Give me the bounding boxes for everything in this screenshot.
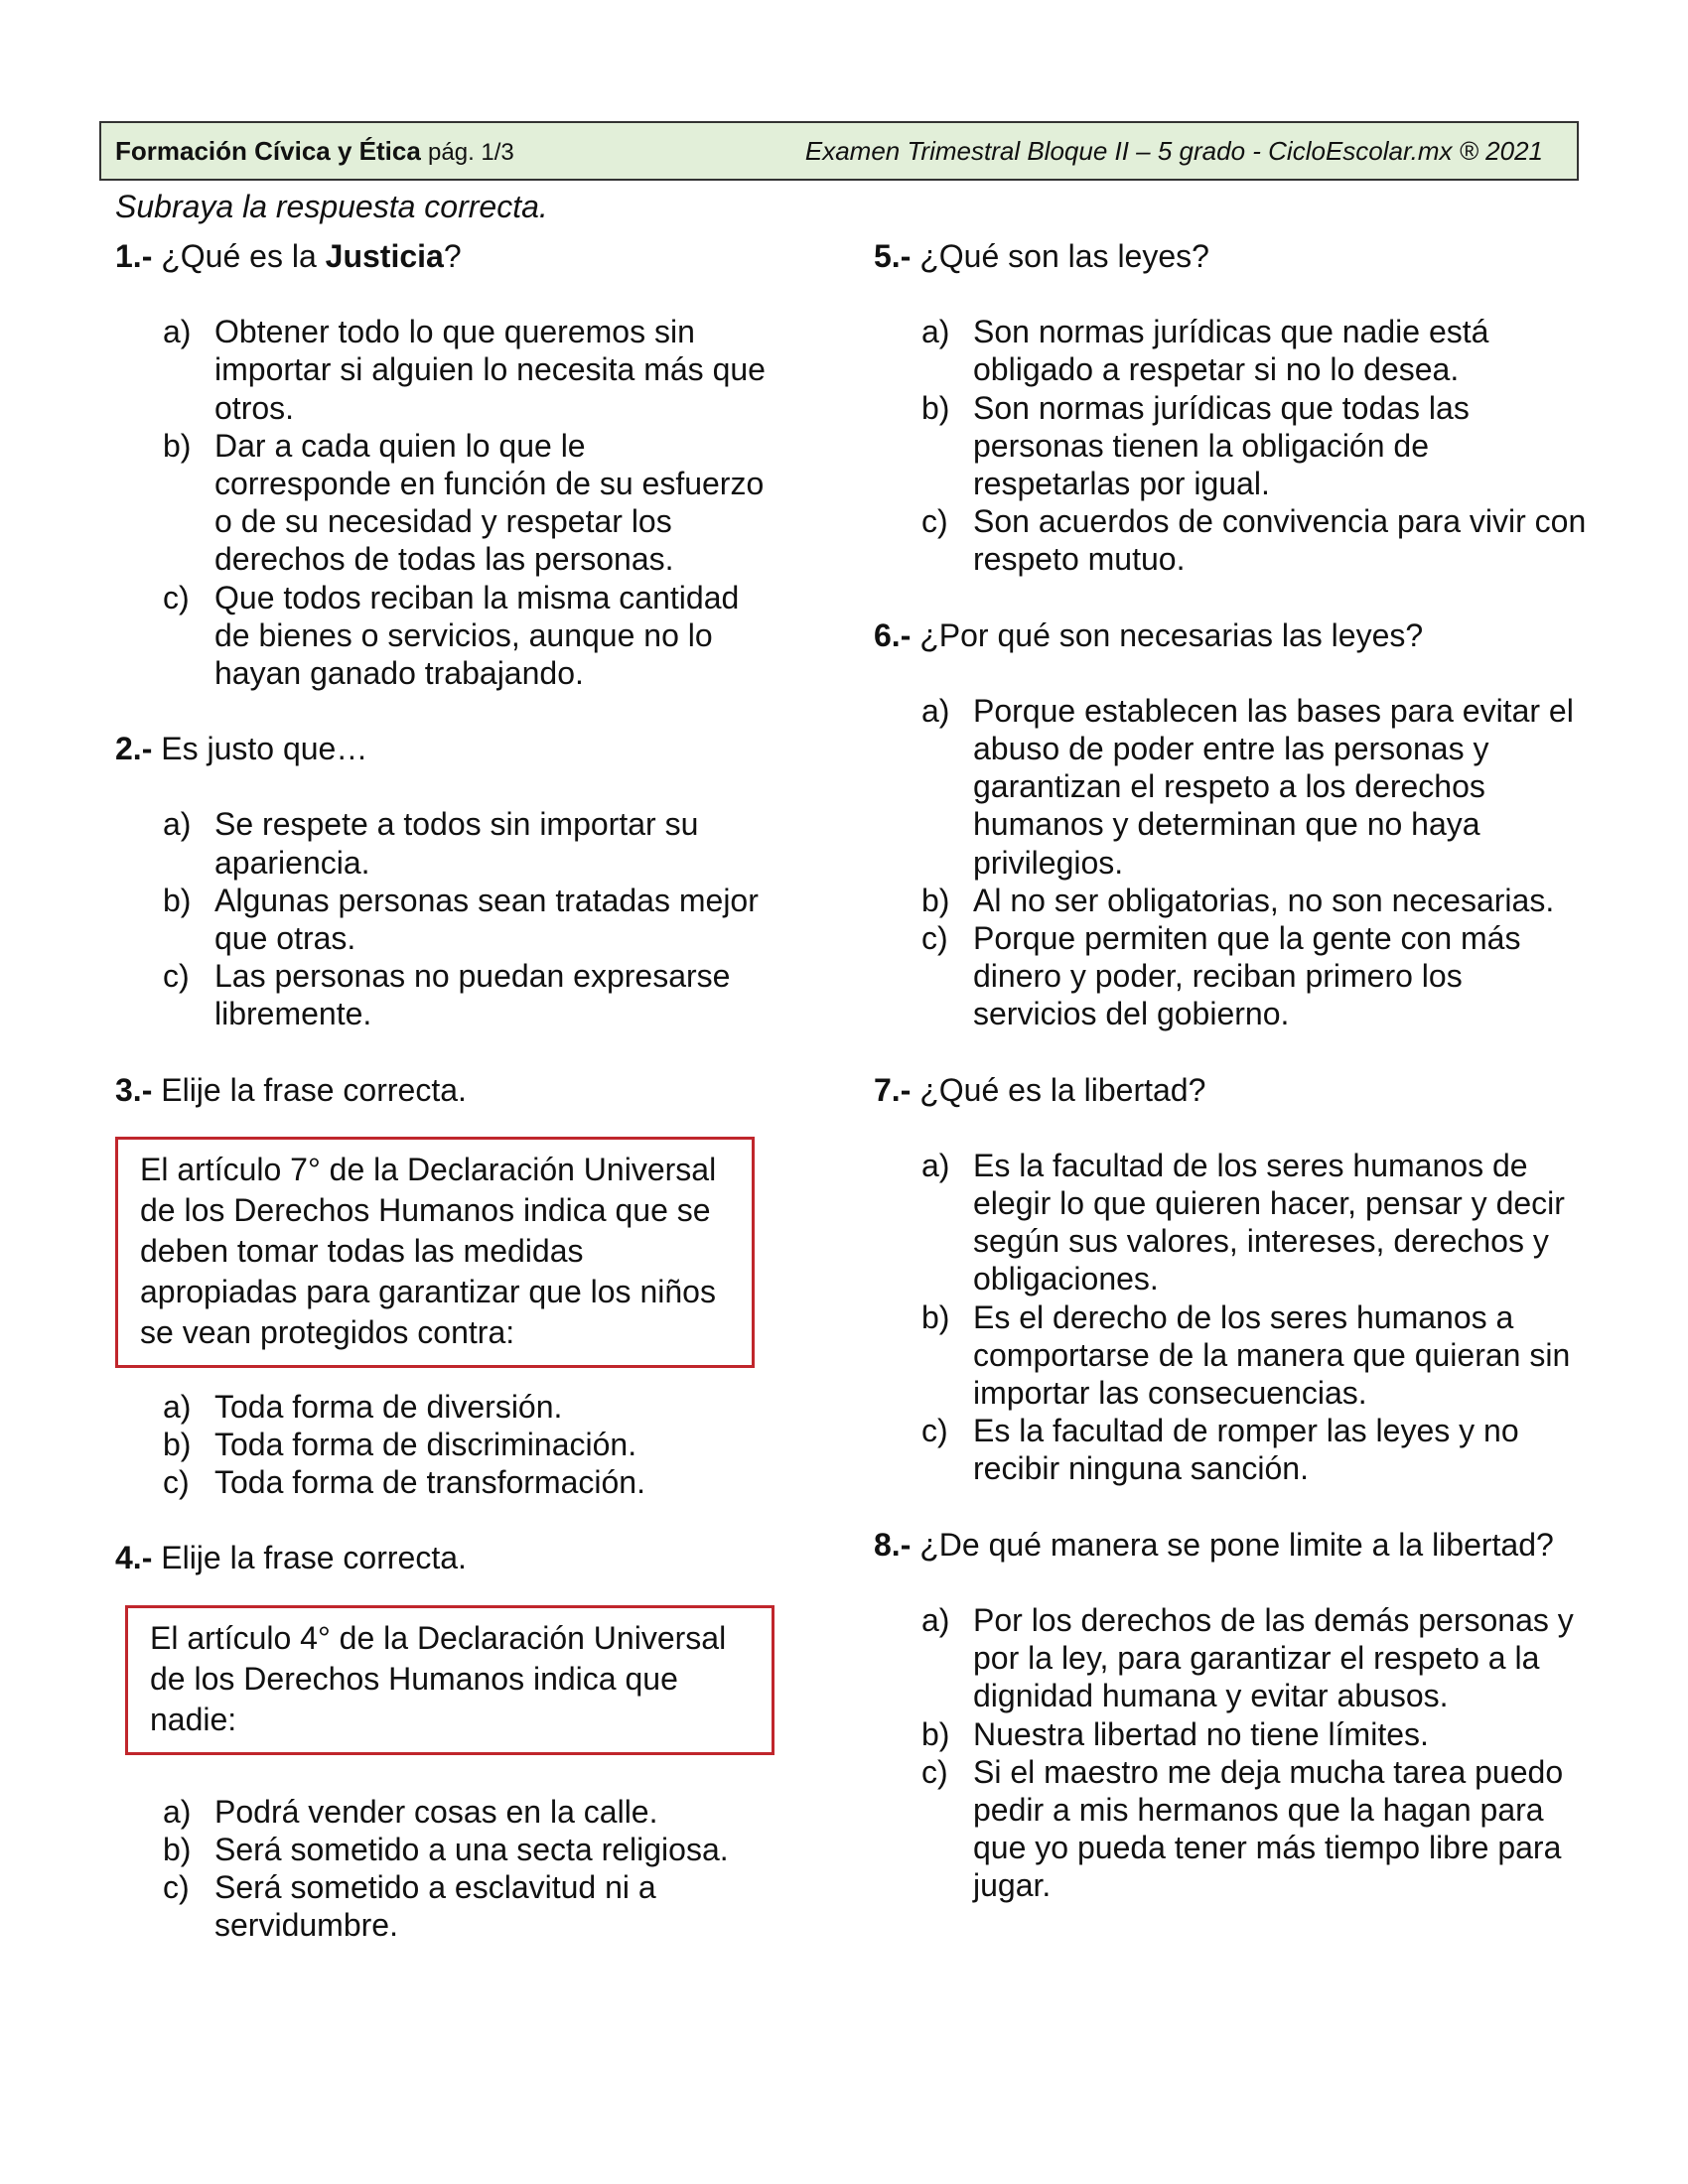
question-number: 1.- [115,238,153,274]
options-list [874,313,1589,578]
option-letter: b) [163,882,192,918]
option-text: Porque permiten que la gente con más dinero y poder, reciban primero los servicios del gobierno. [973,920,1521,1032]
question-number: 3.- [115,1071,153,1108]
option-a[interactable] [874,1601,1589,1715]
option-text: Al no ser obligatorias, no son necesarias. [973,882,1555,918]
question-2 [115,730,771,1032]
instruction: Subraya la respuesta correcta. [115,189,548,224]
question-text: ¿Qué son las leyes? [919,238,1209,274]
option-c[interactable] [874,1412,1589,1487]
question-title [115,1071,771,1109]
question-6 [874,616,1589,1033]
option-letter: a) [921,1601,950,1638]
option-a[interactable] [874,1147,1589,1298]
left-column [115,237,771,1981]
option-c[interactable] [874,502,1589,578]
option-text: Es la facultad de romper las leyes y no recibir ninguna sanción. [973,1413,1519,1487]
option-c[interactable] [115,957,771,1032]
question-title [115,1539,771,1576]
option-a[interactable] [874,692,1589,882]
option-text: Son normas jurídicas que todas las personas tienen la obligación de respetarlas por igual. [973,389,1470,502]
question-text: ¿De qué manera se pone limite a la libertad? [919,1526,1554,1563]
option-text: Nuestra libertad no tiene límites. [973,1715,1429,1752]
option-b[interactable] [874,1715,1589,1753]
option-letter: a) [921,1147,950,1183]
option-b[interactable] [115,427,771,579]
question-title [874,1526,1589,1564]
options-list [874,1147,1589,1488]
option-text: Es el derecho de los seres humanos a comportarse de la manera que quieran sin importar las consecuencias. [973,1298,1571,1412]
question-8 [874,1526,1589,1905]
options-list [115,1793,771,1945]
option-text: Son normas jurídicas que nadie está obligado a respetar si no lo desea. [973,314,1489,388]
question-text: Es justo que… [161,731,368,767]
subject-title: Formación Cívica y Ética [115,135,421,166]
question-text-pre: ¿Qué es la [161,238,326,274]
option-letter: b) [163,1831,192,1867]
right-column [874,237,1589,1943]
question-title [874,616,1589,654]
question-number: 6.- [874,616,912,653]
question-number: 7.- [874,1071,912,1108]
options-list [874,1601,1589,1905]
option-letter: c) [163,1464,190,1501]
option-text: Será sometido a una secta religiosa. [214,1831,729,1867]
option-letter: a) [921,314,950,350]
option-letter: b) [921,882,950,918]
option-text: Toda forma de discriminación. [214,1427,637,1463]
option-text: Las personas no puedan expresarse libremente. [214,958,731,1032]
option-letter: a) [163,1793,192,1830]
option-b[interactable] [874,1298,1589,1413]
option-text: Que todos reciban la misma cantidad de bienes o servicios, aunque no lo hayan ganado trabajando. [214,579,740,692]
option-letter: b) [163,427,192,464]
option-c[interactable] [874,919,1589,1033]
question-number: 5.- [874,238,912,274]
question-number: 8.- [874,1526,912,1563]
option-b[interactable] [874,882,1589,919]
question-text-post: ? [443,238,462,274]
option-letter: b) [921,389,950,426]
question-5 [874,237,1589,579]
question-number: 2.- [115,731,153,767]
question-text: Elije la frase correcta. [161,1540,467,1576]
question-title [874,237,1589,275]
option-letter: a) [921,692,950,729]
option-letter: c) [921,1413,948,1449]
option-a[interactable] [115,1793,771,1831]
option-a[interactable] [874,313,1589,388]
option-text: Se respete a todos sin importar su apariencia. [214,806,699,881]
option-a[interactable] [115,313,771,427]
option-letter: c) [921,920,948,957]
option-text: Dar a cada quien lo que le corresponde en función de su esfuerzo o de su necesidad y respetar los derechos de todas las personas. [214,427,765,578]
question-1 [115,237,771,692]
article-box: El artículo 4° de la Declaración Universal de los Derechos Humanos indica que nadie: [125,1605,774,1755]
page-number: pág. 1/3 [428,138,514,166]
option-letter: c) [921,1753,948,1790]
option-b[interactable] [115,1426,771,1463]
question-title [874,1071,1589,1109]
option-text: Será sometido a esclavitud ni a servidumbre. [214,1869,656,1944]
question-title [115,730,771,767]
article-box: El artículo 7° de la Declaración Universal de los Derechos Humanos indica que se deben tomar todas las medidas apropiadas para garantizar que los niños se vean protegidos contra: [115,1137,755,1368]
options-list [874,692,1589,1033]
option-c[interactable] [874,1753,1589,1905]
option-text: Algunas personas sean tratadas mejor que otras. [214,882,759,957]
option-text: Obtener todo lo que queremos sin importar si alguien lo necesita más que otros. [214,314,766,426]
options-list [115,1388,771,1502]
option-text: Porque establecen las bases para evitar el abuso de poder entre las personas y garantizan el respeto a los derechos humanos y determinan que no haya privilegios. [973,692,1574,881]
option-b[interactable] [115,882,771,957]
option-letter: b) [921,1715,950,1752]
option-a[interactable] [115,1388,771,1426]
option-a[interactable] [115,805,771,881]
option-c[interactable] [115,1868,771,1944]
question-text: Elije la frase correcta. [161,1071,467,1108]
option-letter: c) [163,1869,190,1906]
question-number: 4.- [115,1540,153,1576]
option-letter: b) [163,1427,192,1463]
option-text: Toda forma de diversión. [214,1388,563,1425]
option-letter: a) [163,1388,192,1425]
question-4 [115,1539,771,1944]
option-text: Por los derechos de las demás personas y por la ley, para garantizar el respeto a la dignidad humana y evitar abusos. [973,1601,1574,1714]
header-subject-block [115,136,514,167]
page-header [99,121,1579,181]
option-b[interactable] [874,389,1589,503]
option-letter: c) [163,958,190,995]
option-text: Si el maestro me deja mucha tarea puedo pedir a mis hermanos que la hagan para que yo pueda tener más tiempo libre para jugar. [973,1753,1564,1904]
options-list [115,313,771,692]
question-title [115,237,771,275]
option-text: Son acuerdos de convivencia para vivir con respeto mutuo. [973,503,1587,578]
question-3 [115,1071,771,1502]
question-text: ¿Qué es la libertad? [919,1071,1206,1108]
option-letter: c) [163,579,190,615]
question-text-bold: Justicia [325,238,444,274]
option-c[interactable] [115,579,771,693]
option-text: Toda forma de transformación. [214,1464,645,1501]
options-list [115,805,771,1032]
option-letter: a) [163,806,192,843]
question-text: ¿Por qué son necesarias las leyes? [919,616,1424,653]
option-text: Podrá vender cosas en la calle. [214,1793,658,1830]
question-7 [874,1071,1589,1488]
exam-title: Examen Trimestral Bloque II – 5 grado - CicloEscolar.mx ® 2021 [804,135,1543,166]
option-letter: a) [163,314,192,350]
option-text: Es la facultad de los seres humanos de elegir lo que quieren hacer, pensar y decir según sus valores, intereses, derechos y obligaciones. [973,1147,1565,1297]
option-b[interactable] [115,1831,771,1868]
option-letter: b) [921,1298,950,1335]
option-letter: c) [921,503,948,540]
option-c[interactable] [115,1463,771,1501]
